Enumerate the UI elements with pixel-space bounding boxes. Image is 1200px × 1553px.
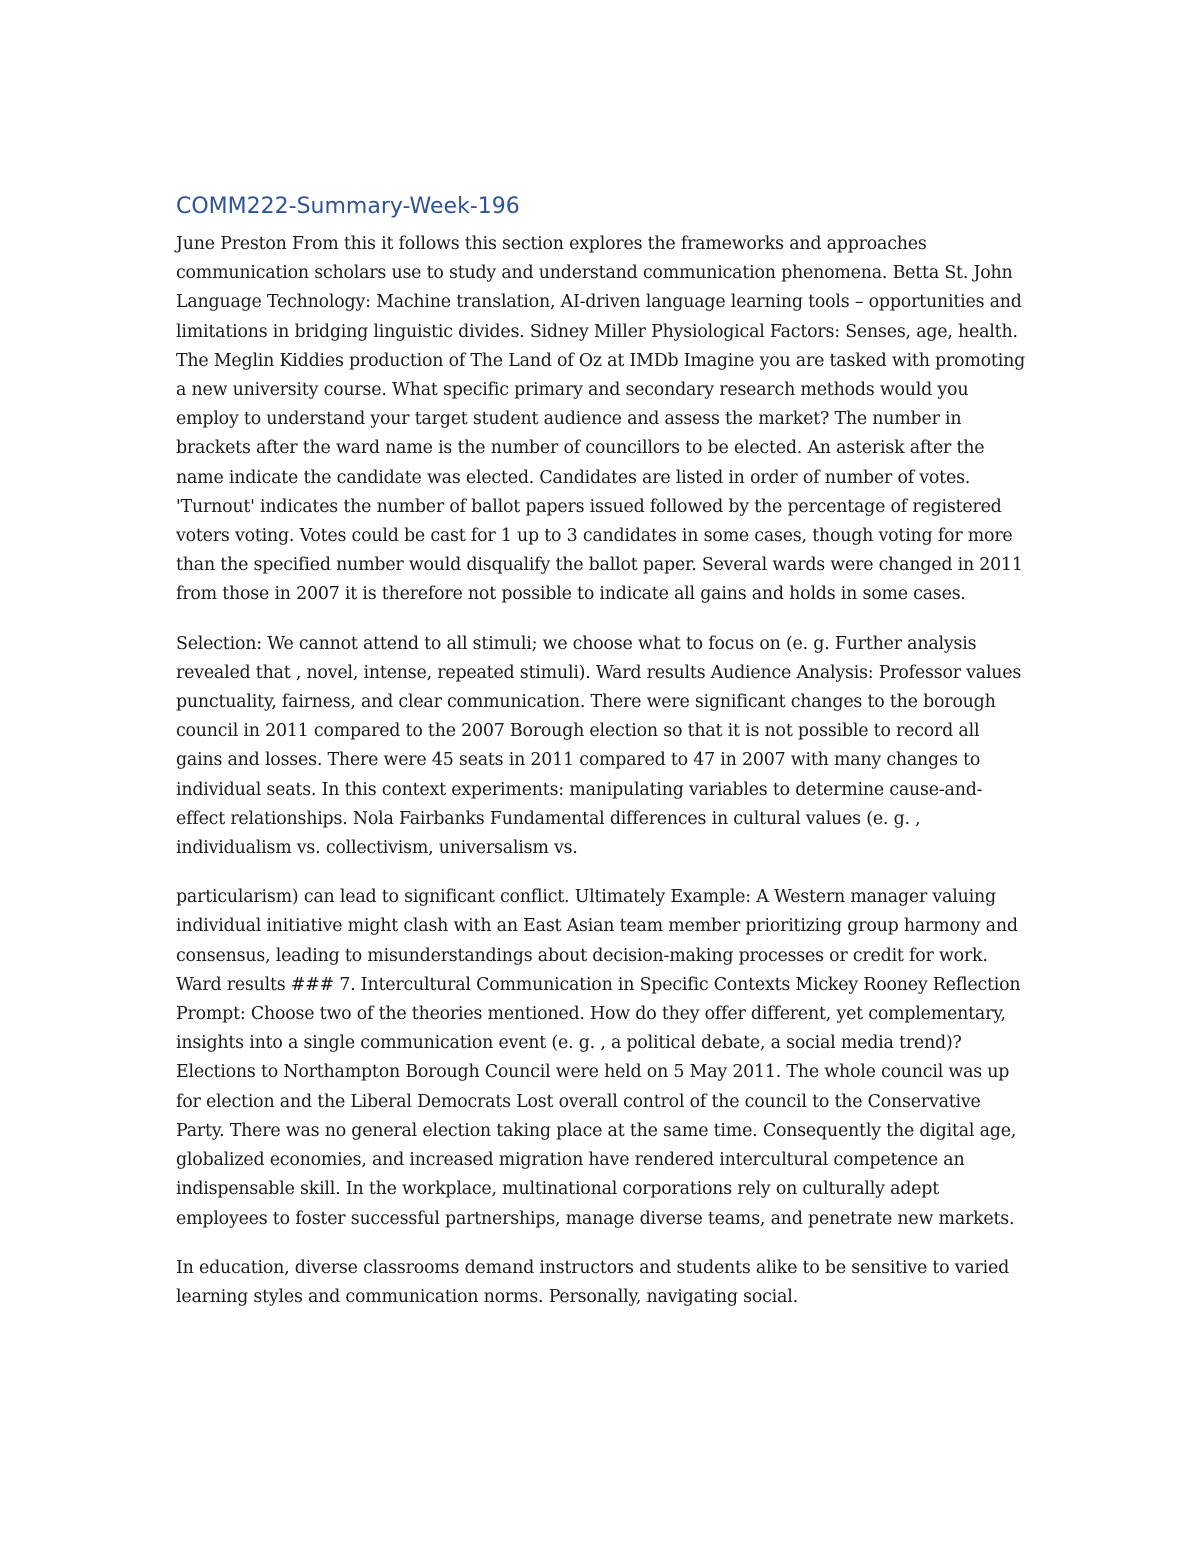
- paragraph-2: Selection: We cannot attend to all stimuli; we choose what to focus on (e. g. Further analysis revealed that , novel, intense, repeated stimuli). Ward results Audience Analysis: Professor values punctuality, fairness, and clear communication. There were significant changes to the borough council in 2011 compared to the 2007 Borough election so that it is not possible to record all gains and losses. There were 45 seats in 2011 compared to 47 in 2007 with many changes to individual seats. In this context experiments: manipulating variables to determine cause-and-effect relationships. Nola Fairbanks Fundamental differences in cultural values (e. g. , individualism vs. collectivism, universalism vs.: [176, 633, 1022, 859]
- document-title: COMM222-Summary-Week-196: [176, 194, 520, 219]
- paragraph-1: June Preston From this it follows this section explores the frameworks and approaches communication scholars use to study and understand communication phenomena. Betta St. John Language Technology: Machine translation, AI-driven language learning tools – opportunities and limitations in bridging linguistic divides. Sidney Miller Physiological Factors: Senses, age, health. The Meglin Kiddies production of The Land of Oz at IMDb Imagine you are tasked with promoting a new university course. What specific primary and secondary research methods would you employ to understand your target student audience and assess the market? The number in brackets after the ward name is the number of councillors to be elected. An asterisk after the name indicate the candidate was elected. Candidates are listed in order of number of votes. 'Turnout' indicates the number of ballot papers issued followed by the percentage of registered voters voting. Votes could be cast for 1 up to 3 candidates in some cases, though voting for more than the specified number would disqualify the ballot paper. Several wards were changed in 2011 from those in 2007 it is therefore not possible to indicate all gains and holds in some cases.: [176, 234, 1026, 605]
- paragraph-4: In education, diverse classrooms demand instructors and students alike to be sensitive to varied learning styles and communication norms. Personally, navigating social.: [176, 1257, 1010, 1307]
- document-body: [176, 190, 1028, 1332]
- paragraph-3: particularism) can lead to significant conflict. Ultimately Example: A Western manager valuing individual initiative might clash with an East Asian team member prioritizing group harmony and consensus, leading to misunderstandings about decision-making processes or credit for work. Ward results ### 7. Intercultural Communication in Specific Contexts Mickey Rooney Reflection Prompt: Choose two of the theories mentioned. How do they offer different, yet complementary, insights into a single communication event (e. g. , a political debate, a social media trend)? Elections to Northampton Borough Council were held on 5 May 2011. The whole council was up for election and the Liberal Democrats Lost overall control of the council to the Conservative Party. There was no general election taking place at the same time. Consequently the digital age, globalized economies, and increased migration have rendered intercultural competence an indispensable skill. In the workplace, multinational corporations rely on culturally adept employees to foster successful partnerships, manage diverse teams, and penetrate new markets.: [176, 887, 1021, 1229]
